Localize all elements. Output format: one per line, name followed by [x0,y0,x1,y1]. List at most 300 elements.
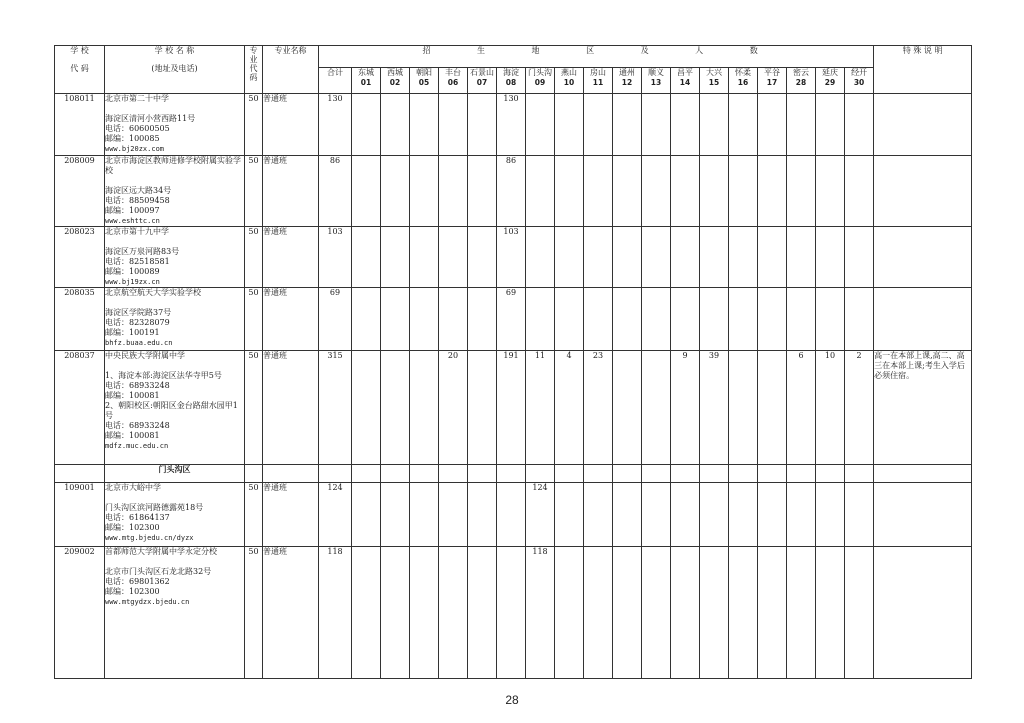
page-number: 28 [505,693,519,707]
district-count [642,547,671,679]
district-count [352,351,381,465]
district-count [468,227,497,288]
school-name: 首都师范大学附属中学永定分校 [105,547,217,556]
school-address-line: 门头沟区滨河路德露苑18号 [105,503,204,512]
district-count [700,227,729,288]
district-count [787,156,816,227]
district-count [439,547,468,679]
district-count [758,547,787,679]
header-program-code: 专业代码 [245,46,263,94]
district-count [352,156,381,227]
district-count [468,547,497,679]
header-district [381,68,410,94]
program-code: 50 [245,94,263,156]
district-code: 11 [592,78,604,87]
school-address-line: 电话：61864137 [105,513,170,522]
section-blank [381,465,410,483]
district-count [410,483,439,547]
special-note [874,94,972,156]
district-count [526,227,555,288]
header-program-name: 专业名称 [263,46,319,94]
district-count [584,547,613,679]
district-name: 海淀 [503,68,519,77]
program-code: 50 [245,483,263,547]
school-website: www.mtgydzx.bjedu.cn [105,598,190,606]
district-code: 09 [534,78,546,87]
district-count [468,156,497,227]
header-district [613,68,642,94]
district-count [642,288,671,351]
school-name: 北京航空航天大学实验学校 [105,288,201,297]
table-row [55,483,972,547]
header-total: 合计 [319,68,352,94]
district-code: 12 [621,78,633,87]
school-address-line: 邮编：100085 [105,134,160,143]
district-count [816,547,845,679]
district-code: 28 [795,78,807,87]
school-info [105,94,245,156]
section-blank [410,465,439,483]
district-count [497,483,526,547]
district-count [555,483,584,547]
district-count [468,288,497,351]
district-count [758,156,787,227]
district-count [816,94,845,156]
program-name: 普通班 [263,227,319,288]
district-code: 30 [853,78,865,87]
district-name: 石景山 [470,68,494,77]
school-code: 208035 [55,288,105,351]
district-count [671,288,700,351]
school-info [105,547,245,679]
program-name: 普通班 [263,547,319,679]
school-address-line: 海淀区学院路37号 [105,308,172,317]
section-blank [468,465,497,483]
school-code: 108011 [55,94,105,156]
section-blank [816,465,845,483]
district-count [845,227,874,288]
section-blank [55,465,105,483]
district-code: 01 [360,78,372,87]
program-code: 50 [245,547,263,679]
school-address-line: 电话：60600505 [105,124,170,133]
district-count [381,156,410,227]
section-blank [671,465,700,483]
district-name: 密云 [793,68,809,77]
table-row [55,547,972,679]
header-district [816,68,845,94]
district-code: 10 [563,78,575,87]
district-count [729,94,758,156]
school-address-line: 北京市门头沟区石龙北路32号 [105,567,212,576]
table-row [55,94,972,156]
district-code: 29 [824,78,836,87]
header-district [729,68,758,94]
header-district [671,68,700,94]
header-special-notes: 特 殊 说 明 [874,46,972,94]
district-name: 平谷 [764,68,780,77]
section-blank [874,465,972,483]
table-row [55,351,972,465]
district-code: 08 [505,78,517,87]
district-count: 20 [439,351,468,465]
district-count [555,288,584,351]
school-info [105,227,245,288]
district-count [381,351,410,465]
district-count [381,94,410,156]
enrollment-table [54,45,972,679]
district-count [439,156,468,227]
district-count [671,94,700,156]
district-count: 39 [700,351,729,465]
district-count [845,94,874,156]
section-blank [613,465,642,483]
district-name: 丰台 [445,68,461,77]
header-district [439,68,468,94]
total-count: 124 [319,483,352,547]
district-count [555,227,584,288]
district-count [700,156,729,227]
program-code: 50 [245,227,263,288]
district-count [613,547,642,679]
total-count: 130 [319,94,352,156]
district-count [729,547,758,679]
district-name: 西城 [387,68,403,77]
section-blank [245,465,263,483]
school-name: 中央民族大学附属中学 [105,351,185,360]
section-blank [555,465,584,483]
district-name: 昌平 [677,68,693,77]
district-count [642,351,671,465]
header-district [352,68,381,94]
section-blank [526,465,555,483]
district-count [410,288,439,351]
district-name: 燕山 [561,68,577,77]
district-count [758,94,787,156]
header-district [700,68,729,94]
district-count [816,288,845,351]
district-count [845,156,874,227]
district-count [758,351,787,465]
district-count [671,227,700,288]
district-count [468,94,497,156]
total-count: 103 [319,227,352,288]
program-name: 普通班 [263,94,319,156]
school-address-line: 海淀区远大路34号 [105,186,172,195]
district-count [410,547,439,679]
district-count [700,288,729,351]
district-count [816,483,845,547]
school-address-line: 海淀区清河小营西路11号 [105,114,196,123]
district-count [787,94,816,156]
district-count: 23 [584,351,613,465]
district-name: 大兴 [706,68,722,77]
district-count [352,483,381,547]
school-code: 109001 [55,483,105,547]
district-section-row [55,465,972,483]
section-blank [729,465,758,483]
district-count [642,94,671,156]
district-count [700,483,729,547]
header-school-code: 学 校 代 码 [55,46,105,94]
total-count: 86 [319,156,352,227]
district-count [584,227,613,288]
section-blank [845,465,874,483]
district-count [671,547,700,679]
district-code: 14 [679,78,691,87]
table-row [55,288,972,351]
district-name: 延庆 [822,68,838,77]
section-blank [263,465,319,483]
district-count [410,94,439,156]
school-address-line: 邮编：100191 [105,328,160,337]
section-blank [439,465,468,483]
school-address-line: 海淀区万泉河路83号 [105,247,180,256]
district-count [671,156,700,227]
header-district [410,68,439,94]
district-count [381,483,410,547]
district-count [758,288,787,351]
school-name: 北京市第二十中学 [105,94,169,103]
section-blank [352,465,381,483]
district-count [816,156,845,227]
section-blank [642,465,671,483]
district-count: 69 [497,288,526,351]
district-count [787,483,816,547]
total-count: 69 [319,288,352,351]
district-count [729,351,758,465]
table-row [55,156,972,227]
school-address-line: 邮编：102300 [105,523,160,532]
district-name: 怀柔 [735,68,751,77]
header-recruit-title: 招 生 地 区 及 人 数 [319,46,874,68]
district-count [555,94,584,156]
school-address-line: 邮编：100081 [105,391,160,400]
section-blank [700,465,729,483]
district-section-title: 门头沟区 [105,465,245,483]
school-website: www.eshttc.cn [105,217,160,225]
program-name: 普通班 [263,351,319,465]
school-address-line: 电话：68933248 [105,421,170,430]
district-count [613,483,642,547]
district-name: 通州 [619,68,635,77]
district-count: 124 [526,483,555,547]
special-note [874,483,972,547]
district-count [729,483,758,547]
school-website: mdfz.muc.edu.cn [105,442,169,450]
district-count [468,483,497,547]
district-count [613,288,642,351]
district-name: 房山 [590,68,606,77]
header-district [497,68,526,94]
district-count [381,288,410,351]
school-info [105,351,245,465]
district-code: 16 [737,78,749,87]
district-count [439,288,468,351]
district-name: 顺义 [648,68,664,77]
section-blank [584,465,613,483]
district-count: 191 [497,351,526,465]
header-district [642,68,671,94]
school-address-line: 电话：82328079 [105,318,170,327]
district-name: 东城 [358,68,374,77]
district-count: 4 [555,351,584,465]
district-count [613,156,642,227]
district-count [845,288,874,351]
district-code: 13 [650,78,662,87]
section-blank [497,465,526,483]
school-address-line: 电话：69801362 [105,577,170,586]
district-code: 17 [766,78,778,87]
district-count [613,227,642,288]
district-count [352,94,381,156]
school-address-line: 电话：82518581 [105,257,170,266]
school-name: 北京市第十九中学 [105,227,169,236]
school-info [105,483,245,547]
header-district [787,68,816,94]
program-code: 50 [245,288,263,351]
district-count: 130 [497,94,526,156]
school-address-line: 电话：68933248 [105,381,170,390]
school-code: 208009 [55,156,105,227]
district-count [439,94,468,156]
special-note [874,227,972,288]
district-count [729,156,758,227]
district-code: 02 [389,78,401,87]
district-name: 经开 [851,68,868,77]
school-address-line: 邮编：100081 [105,431,160,440]
district-count [352,547,381,679]
district-count [439,483,468,547]
section-blank [787,465,816,483]
district-count [845,547,874,679]
district-count [787,227,816,288]
total-count: 315 [319,351,352,465]
district-count [410,227,439,288]
school-info [105,156,245,227]
school-info [105,288,245,351]
district-count: 103 [497,227,526,288]
district-count [613,351,642,465]
district-code: 07 [476,78,488,87]
district-code: 05 [418,78,430,87]
program-code: 50 [245,351,263,465]
program-code: 50 [245,156,263,227]
district-count [671,483,700,547]
district-count [613,94,642,156]
header-district [758,68,787,94]
district-count: 2 [845,351,874,465]
district-count [526,156,555,227]
district-count [787,547,816,679]
district-count [758,483,787,547]
header-school-name: 学 校 名 称 (地址及电话) [105,46,245,94]
district-count [787,288,816,351]
district-count [352,288,381,351]
district-count [729,288,758,351]
special-note [874,288,972,351]
special-note [874,547,972,679]
program-name: 普通班 [263,288,319,351]
district-count: 10 [816,351,845,465]
school-website: www.mtg.bjedu.cn/dyzx [105,534,194,542]
school-address-line: 邮编：100089 [105,267,160,276]
district-count [468,351,497,465]
school-code: 208037 [55,351,105,465]
district-count [526,288,555,351]
school-address-line: 电话：88509458 [105,196,170,205]
district-count: 6 [787,351,816,465]
district-count [584,156,613,227]
district-count: 9 [671,351,700,465]
header-district [845,68,874,94]
table-row [55,227,972,288]
program-name: 普通班 [263,483,319,547]
district-count [439,227,468,288]
district-count [410,156,439,227]
school-website: bhfz.buaa.edu.cn [105,339,173,347]
school-address-line: 1、海淀本部:海淀区法华寺甲5号 [105,371,222,380]
school-code: 209002 [55,547,105,679]
district-code: 06 [447,78,459,87]
district-count: 11 [526,351,555,465]
district-count [700,94,729,156]
school-name: 北京市大峪中学 [105,483,161,492]
section-blank [319,465,352,483]
district-name: 门头沟 [528,68,552,77]
total-count: 118 [319,547,352,679]
district-count [584,94,613,156]
district-count [845,483,874,547]
program-name: 普通班 [263,156,319,227]
district-count [555,156,584,227]
school-name: 北京市海淀区教师进修学校附属实验学校 [105,156,241,175]
district-count [352,227,381,288]
school-website: www.bj19zx.cn [105,278,160,286]
district-count [642,227,671,288]
district-count [497,547,526,679]
district-count [758,227,787,288]
district-count [642,156,671,227]
header-district [584,68,613,94]
district-count [381,227,410,288]
school-address-line: 邮编：100097 [105,206,160,215]
district-count [526,94,555,156]
school-address-line: 邮编：102300 [105,587,160,596]
special-note [874,156,972,227]
school-code: 208023 [55,227,105,288]
district-count [816,227,845,288]
district-code: 15 [708,78,720,87]
header-district [468,68,497,94]
district-count [584,288,613,351]
district-count [555,547,584,679]
district-count [729,227,758,288]
header-district [555,68,584,94]
district-count: 86 [497,156,526,227]
district-name: 朝阳 [416,68,432,77]
district-count: 118 [526,547,555,679]
school-website: www.bj20zx.com [105,145,165,153]
special-note: 高一在本部上课,高二、高三在本部上课;考生入学后必须住宿。 [874,351,972,465]
district-count [584,483,613,547]
school-address-line: 2、朝阳校区:朝阳区金台路甜水园甲1号 [105,401,238,420]
section-blank [758,465,787,483]
header-district [526,68,555,94]
district-count [642,483,671,547]
district-count [381,547,410,679]
district-count [410,351,439,465]
